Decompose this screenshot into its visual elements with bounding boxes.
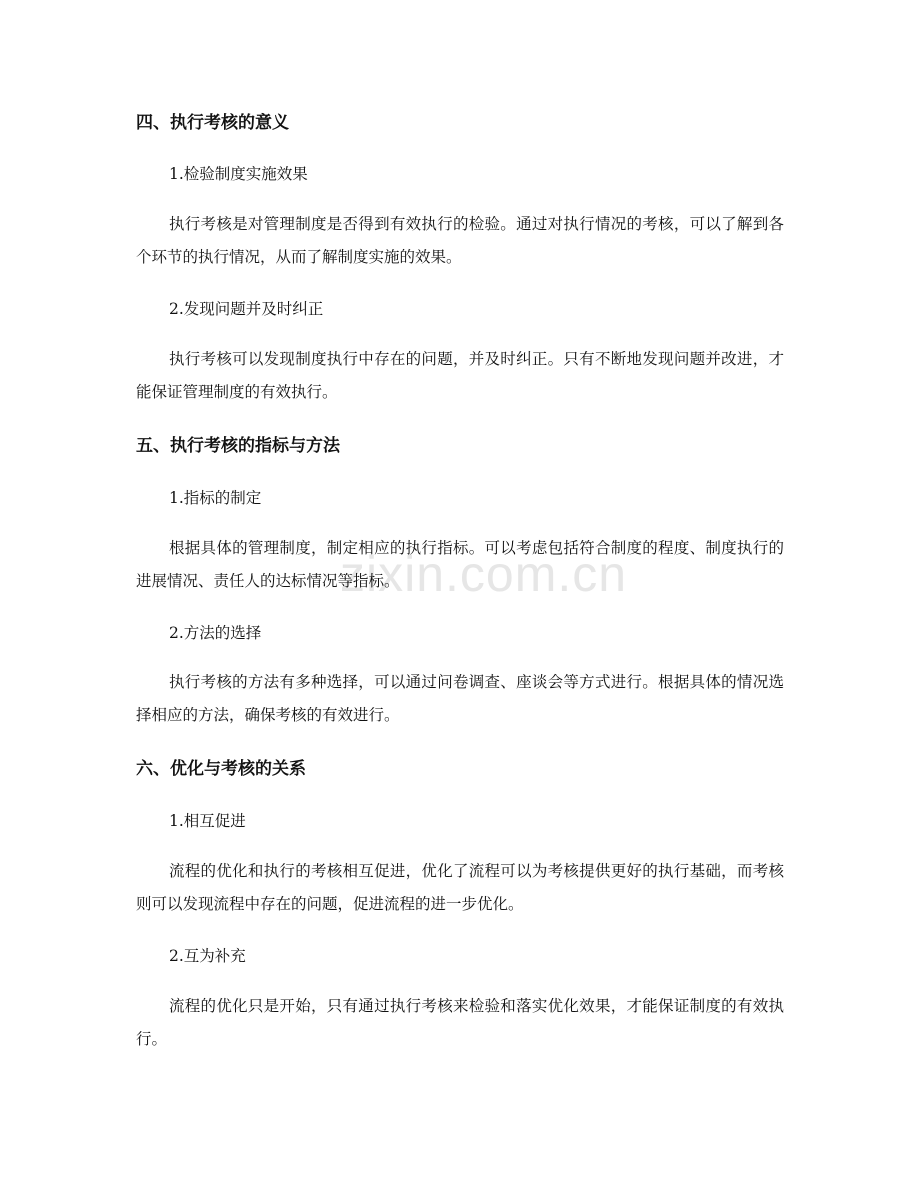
item-body: 根据具体的管理制度，制定相应的执行指标。可以考虑包括符合制度的程度、制度执行的进展情况、责任人的达标情况等指标。 bbox=[136, 539, 784, 590]
item-title: 2.互为补充 bbox=[169, 947, 246, 965]
item-body: 流程的优化和执行的考核相互促进，优化了流程可以为考核提供更好的执行基础，而考核则可以发现流程中存在的问题，促进流程的进一步优化。 bbox=[136, 862, 784, 913]
item-title: 1.指标的制定 bbox=[169, 489, 262, 507]
section-heading: 四、执行考核的意义 bbox=[136, 113, 289, 133]
item-body: 执行考核是对管理制度是否得到有效执行的检验。通过对执行情况的考核，可以了解到各个环节的执行情况，从而了解制度实施的效果。 bbox=[136, 215, 784, 266]
item-title: 2.发现问题并及时纠正 bbox=[169, 300, 324, 318]
item-title: 1.相互促进 bbox=[169, 812, 246, 830]
watermark: zixin.com.cn bbox=[340, 546, 628, 602]
item-title: 2.方法的选择 bbox=[169, 624, 262, 642]
item-body: 执行考核可以发现制度执行中存在的问题，并及时纠正。只有不断地发现问题并改进，才能保证管理制度的有效执行。 bbox=[136, 350, 784, 401]
item-body: 流程的优化只是开始，只有通过执行考核来检验和落实优化效果，才能保证制度的有效执行。 bbox=[136, 997, 784, 1048]
section-heading: 五、执行考核的指标与方法 bbox=[136, 436, 340, 456]
item-body: 执行考核的方法有多种选择，可以通过问卷调查、座谈会等方式进行。根据具体的情况选择相应的方法，确保考核的有效进行。 bbox=[136, 673, 784, 724]
item-title: 1.检验制度实施效果 bbox=[169, 165, 308, 183]
section-heading: 六、优化与考核的关系 bbox=[136, 759, 306, 779]
